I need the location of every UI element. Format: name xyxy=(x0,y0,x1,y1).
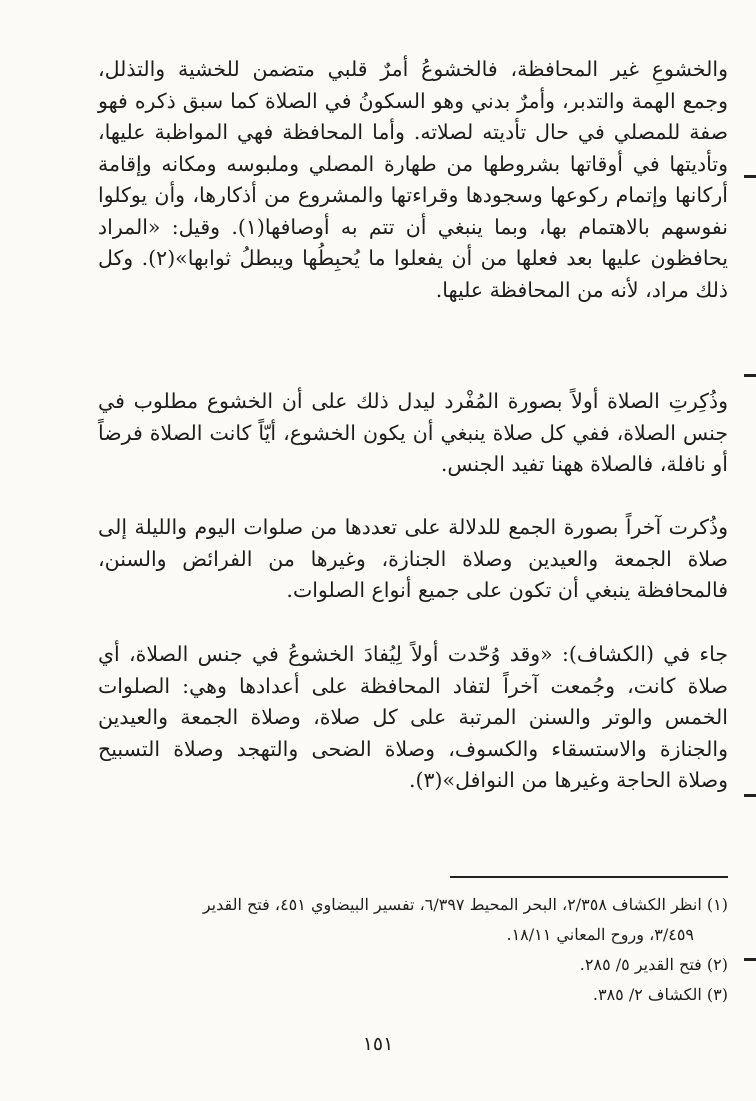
body-paragraph: والخشوعِ غير المحافظة، فالخشوعُ أمرٌ قلبي متضمن للخشية والتذلل، وجمع الهمة والتدبر، وأمرٌ بدني وهو السكونُ في الصلاة كما سبق ذكره فهو صفة للمصلي في حال تأديته لصلاته. وأما المحافظة فهي المواظبة عليها، وتأديتها في أوقاتها بشروطها من طهارة المصلي وملبوسه ومكانه وإقامة أركانها وإتمام ركوعها وسجودها وقراءتها والمشروع من أذكارها، وأن يوكلوا نفوسهم بالاهتمام بها، وبما ينبغي أن تتم به أوصافها(١). وقيل: «المراد يحافظون عليها بعد فعلها من أن يفعلوا ما يُحبِطُها ويبطلُ ثوابها»(٢). وكل ذلك مراد، لأنه من المحافظة عليها. xyxy=(98,57,729,302)
footnote-text: (٣) الكشاف ٢/ ٣٨٥. xyxy=(592,985,728,1004)
footnote-continuation: ٣/٤٥٩، وروح المعاني ١٨/١١. xyxy=(506,925,694,944)
footnote-separator xyxy=(450,876,728,878)
footnotes-list xyxy=(98,890,728,1010)
page-edge-mark xyxy=(744,958,756,961)
page-edge-mark xyxy=(744,374,756,377)
footnote-item xyxy=(98,950,728,980)
body-paragraph: جاء في (الكشاف): «وقد وُحّدت أولاً لِيُفادَ الخشوعُ في جنس الصلاة، أي صلاة كانت، وجُمعت آخراً لتفاد المحافظة على أعدادها وهي: الصلوات الخمس والوتر والسنن المرتبة على كل صلاة، وصلاة الجمعة والعيدين والجنازة والاستسقاء والكسوف، وصلاة الضحى والتهجد وصلاة التسبيح وصلاة الحاجة وغيرها من النوافل»(٣). xyxy=(98,642,728,792)
footnote-item xyxy=(98,890,728,950)
page-edge-mark xyxy=(744,794,756,797)
body-paragraph: وذُكِرتِ الصلاة أولاً بصورة المُفْرد ليدل ذلك على أن الخشوع مطلوب في جنس الصلاة، ففي كل صلاة ينبغي أن يكون الخشوع، أيّاً كانت الصلاة فرضاً أو نافلة، فالصلاة ههنا تفيد الجنس. xyxy=(98,389,728,476)
footnote-text: (٢) فتح القدير ٥/ ٢٨٥. xyxy=(579,955,728,974)
body-paragraph: وذُكرت آخراً بصورة الجمع للدلالة على تعددها من صلوات اليوم والليلة إلى صلاة الجمعة والعيدين وصلاة الجنازة، وغيرها من الفرائض والسنن، فالمحافظة ينبغي أن تكون على جميع أنواع الصلوات. xyxy=(98,515,728,602)
footnote-item xyxy=(98,980,728,1010)
footnote-text: (١) انظر الكشاف ٢/٣٥٨، البحر المحيط ٦/٣٩٧، تفسير البيضاوي ٤٥١، فتح القدير xyxy=(202,895,728,914)
page-number: ١٥١ xyxy=(362,1033,394,1055)
page-edge-mark xyxy=(744,175,756,178)
